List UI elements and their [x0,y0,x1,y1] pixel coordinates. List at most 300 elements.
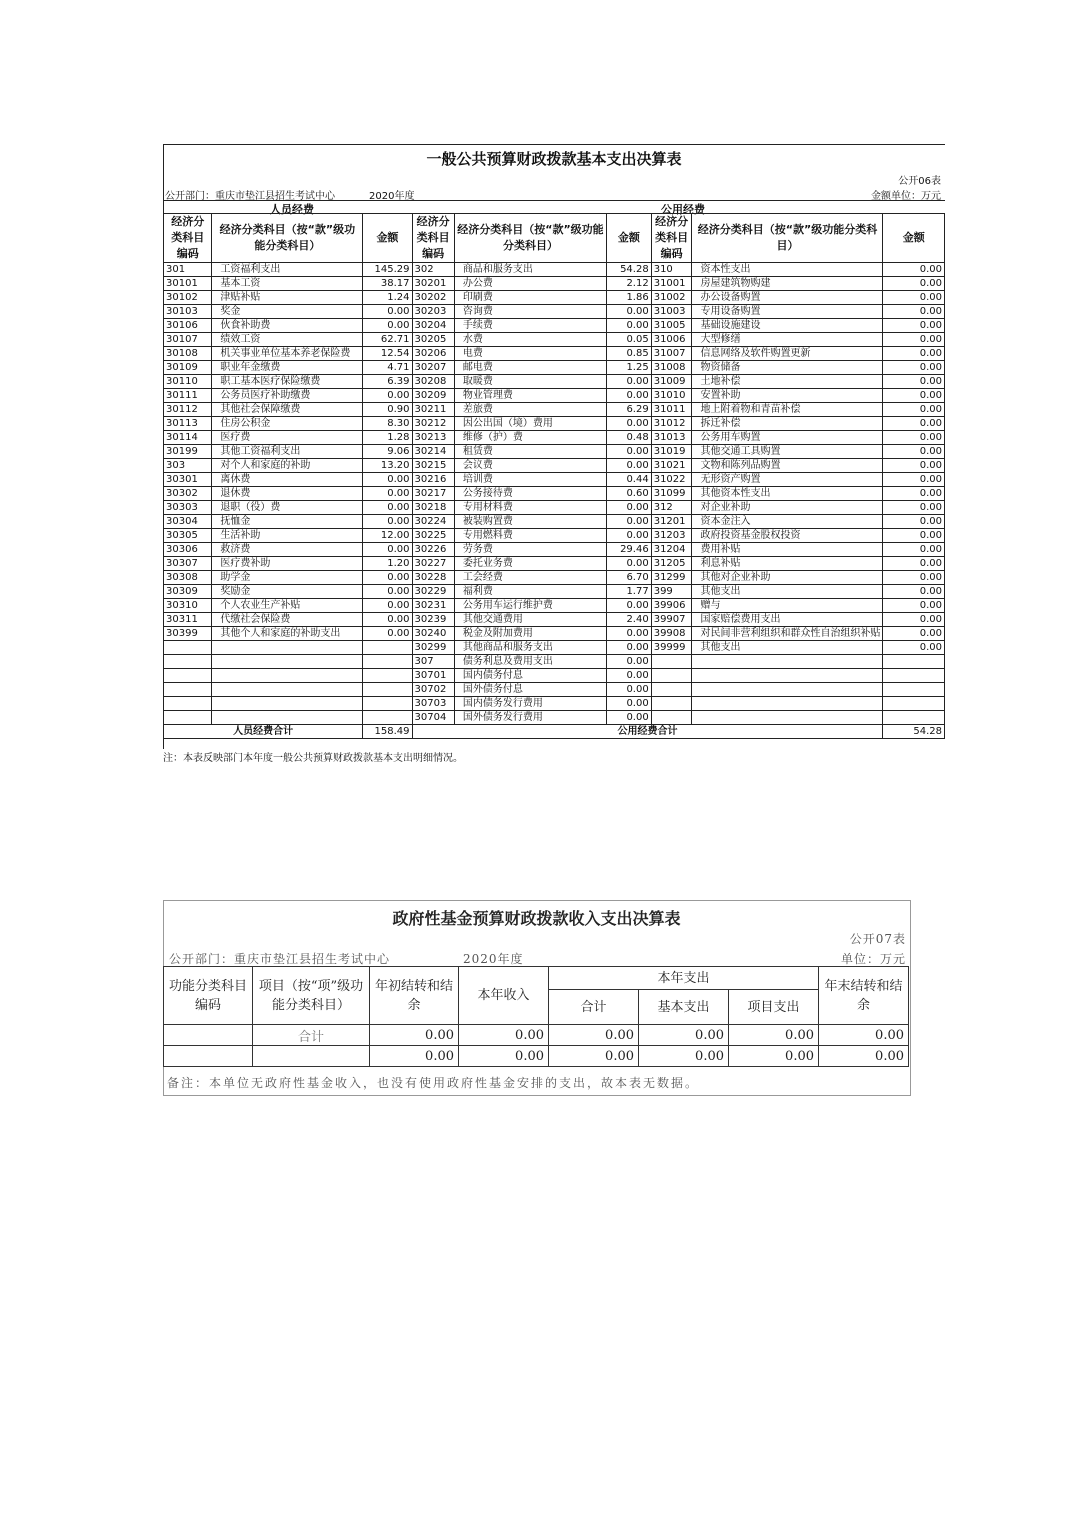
cell-amount-personnel: 0.00 [363,389,412,403]
cell-name-capital [692,683,883,697]
cell-code-personnel: 30112 [164,403,212,417]
cell-name-personnel: 机关事业单位基本养老保险费 [212,347,363,361]
cell-amount-capital: 0.00 [883,473,945,487]
cell-code-public: 30209 [412,389,454,403]
cell-name-capital: 土地补偿 [692,375,883,389]
cell-begin: 0.00 [370,1025,459,1046]
cell-code-personnel [164,711,212,725]
cell-code-public: 30225 [412,529,454,543]
table1-unit: 金额单位：万元 [871,191,941,202]
cell-name-capital: 地上附着物和青苗补偿 [692,403,883,417]
cell-code-public: 30228 [412,571,454,585]
cell-code-capital: 31005 [651,319,692,333]
cell-name-personnel: 医疗费补助 [212,557,363,571]
cell-amount-personnel: 0.00 [363,487,412,501]
cell-code-personnel [164,655,212,669]
cell-code-capital: 31205 [651,557,692,571]
col-code-public: 经济分类科目编码 [412,214,454,263]
cell-amount-public: 0.00 [607,445,652,459]
group-public-label: 公用经费 [661,203,705,216]
cell-amount-personnel: 4.71 [363,361,412,375]
table-row [164,375,945,389]
cell-begin: 0.00 [370,1046,459,1067]
table-row [164,571,945,585]
cell-code-public: 30202 [412,291,454,305]
cell-name-personnel: 奖金 [212,305,363,319]
table2-row [164,1025,909,1046]
cell-amount-personnel: 0.00 [363,319,412,333]
table1-body [164,263,945,725]
cell-code-public: 30299 [412,641,454,655]
table-row [164,389,945,403]
cell-name-public: 租赁费 [454,445,606,459]
cell-total: 0.00 [549,1025,639,1046]
cell-name-personnel: 抚恤金 [212,515,363,529]
total-public-amount: 54.28 [883,725,945,739]
cell-code-public: 30206 [412,347,454,361]
table-row [164,669,945,683]
cell-income: 0.00 [459,1025,549,1046]
cell-name-capital: 基础设施建设 [692,319,883,333]
cell-amount-personnel: 0.00 [363,515,412,529]
cell-code-personnel: 30399 [164,627,212,641]
cell-name-capital: 办公设备购置 [692,291,883,305]
cell-amount-public: 0.00 [607,459,652,473]
col-expense-group: 本年支出 [549,967,819,990]
cell-name-capital: 安置补助 [692,389,883,403]
cell-name-capital: 房屋建筑物购建 [692,277,883,291]
table-row [164,585,945,599]
cell-code-public: 307 [412,655,454,669]
cell-amount-personnel [363,655,412,669]
cell-code-public: 30218 [412,501,454,515]
cell-amount-public: 0.00 [607,305,652,319]
cell-code-personnel: 30103 [164,305,212,319]
cell-name-public: 其他商品和服务支出 [454,641,606,655]
cell-amount-capital: 0.00 [883,319,945,333]
cell-amount-capital [883,711,945,725]
cell-name-public: 水费 [454,333,606,347]
group-personnel-label: 人员经费 [270,203,314,216]
cell-name-public: 国外债务付息 [454,683,606,697]
cell-name-capital: 对民间非营利组织和群众性自治组织补贴 [692,627,883,641]
cell-amount-capital: 0.00 [883,431,945,445]
table-row [164,459,945,473]
col-item: 项目（按“项”级功能分类科目） [253,967,370,1025]
cell-amount-public: 0.00 [607,319,652,333]
cell-amount-personnel: 12.00 [363,529,412,543]
cell-code-public: 30203 [412,305,454,319]
table-row [164,697,945,711]
cell-code-public: 30201 [412,277,454,291]
cell-name-personnel: 其他个人和家庭的补助支出 [212,627,363,641]
cell-name-capital: 其他交通工具购置 [692,445,883,459]
table2-row [164,1046,909,1067]
table-row [164,613,945,627]
cell-name-public: 取暖费 [454,375,606,389]
cell-basic: 0.00 [639,1025,729,1046]
cell-name-personnel: 离休费 [212,473,363,487]
cell-amount-capital: 0.00 [883,543,945,557]
cell-code-public: 30226 [412,543,454,557]
cell-code-capital: 31010 [651,389,692,403]
cell-code-public: 302 [412,263,454,277]
cell-end: 0.00 [819,1025,909,1046]
cell-name-public: 电费 [454,347,606,361]
table-row [164,291,945,305]
cell-amount-capital [883,683,945,697]
cell-name-capital [692,711,883,725]
cell-code [164,1046,253,1067]
cell-code-public: 30239 [412,613,454,627]
cell-code-capital: 399 [651,585,692,599]
cell-amount-capital [883,669,945,683]
col-expense-total: 合计 [549,990,639,1025]
cell-amount-personnel: 1.28 [363,431,412,445]
cell-name-capital: 对企业补助 [692,501,883,515]
government-fund-table [163,966,909,1067]
basic-expenditure-table-section [163,144,945,764]
cell-amount-personnel: 13.20 [363,459,412,473]
cell-amount-public: 0.00 [607,599,652,613]
cell-name-personnel: 救济费 [212,543,363,557]
cell-amount-public: 0.00 [607,375,652,389]
cell-code-public: 30702 [412,683,454,697]
table-row [164,263,945,277]
col-name-personnel: 经济分类科目（按“款”级功能分类科目） [212,214,363,263]
cell-amount-personnel: 38.17 [363,277,412,291]
cell-name-personnel: 奖励金 [212,585,363,599]
cell-name-capital: 信息网络及软件购置更新 [692,347,883,361]
table1-year: 2020年度 [369,191,415,202]
table-row [164,627,945,641]
cell-code-personnel [164,683,212,697]
cell-amount-personnel: 1.24 [363,291,412,305]
cell-amount-personnel: 62.71 [363,333,412,347]
cell-name-capital: 资本性支出 [692,263,883,277]
cell-code-capital: 39907 [651,613,692,627]
cell-amount-capital: 0.00 [883,333,945,347]
table1-form-no: 公开06表 [898,176,941,187]
cell-amount-public: 0.85 [607,347,652,361]
cell-code-public: 30204 [412,319,454,333]
cell-name-public: 咨询费 [454,305,606,319]
cell-name-personnel: 其他社会保障缴费 [212,403,363,417]
cell-code-personnel: 30306 [164,543,212,557]
cell-code-capital: 31204 [651,543,692,557]
table-row [164,683,945,697]
cell-code-capital: 39908 [651,627,692,641]
cell-code-personnel [164,697,212,711]
cell-amount-capital: 0.00 [883,347,945,361]
cell-amount-capital: 0.00 [883,263,945,277]
cell-code-personnel [164,641,212,655]
table-row [164,543,945,557]
cell-code-personnel: 30301 [164,473,212,487]
table2-form-no: 公开07表 [849,932,906,946]
cell-amount-personnel: 0.00 [363,501,412,515]
col-income: 本年收入 [459,967,549,1025]
cell-name-public: 公务接待费 [454,487,606,501]
cell-name-public: 邮电费 [454,361,606,375]
cell-code-personnel: 30113 [164,417,212,431]
cell-code-capital: 31299 [651,571,692,585]
cell-name-capital [692,697,883,711]
cell-code-personnel: 30110 [164,375,212,389]
cell-amount-public: 6.29 [607,403,652,417]
cell-code-public: 30704 [412,711,454,725]
cell-amount-capital: 0.00 [883,571,945,585]
cell-name-public: 工会经费 [454,571,606,585]
cell-code-public: 30211 [412,403,454,417]
cell-name-personnel: 对个人和家庭的补助 [212,459,363,473]
cell-name-public: 国外债务发行费用 [454,711,606,725]
cell-code-capital: 31001 [651,277,692,291]
cell-code-public: 30217 [412,487,454,501]
cell-amount-capital [883,697,945,711]
cell-amount-public: 0.00 [607,515,652,529]
cell-code-public: 30703 [412,697,454,711]
table-row [164,711,945,725]
table2-unit: 单位：万元 [840,952,906,966]
cell-name-public: 培训费 [454,473,606,487]
cell-code-public: 30240 [412,627,454,641]
basic-expenditure-table [163,213,945,739]
cell-code-personnel: 30107 [164,333,212,347]
cell-amount-public: 1.77 [607,585,652,599]
cell-amount-personnel: 0.00 [363,627,412,641]
col-amount-public: 金额 [607,214,652,263]
cell-amount-public: 0.60 [607,487,652,501]
cell-amount-personnel [363,711,412,725]
cell-code-public: 30205 [412,333,454,347]
col-amount-personnel: 金额 [363,214,412,263]
cell-code-public: 30213 [412,431,454,445]
cell-name-public: 委托业务费 [454,557,606,571]
cell-name-capital [692,655,883,669]
cell-code-capital [651,697,692,711]
cell-code-personnel: 30308 [164,571,212,585]
cell-name-personnel: 基本工资 [212,277,363,291]
cell-code-capital: 312 [651,501,692,515]
cell-end: 0.00 [819,1046,909,1067]
cell-name-personnel [212,683,363,697]
cell-amount-personnel [363,669,412,683]
cell-name-public: 会议费 [454,459,606,473]
col-code-personnel: 经济分类科目编码 [164,214,212,263]
cell-name-personnel [212,697,363,711]
cell-amount-capital: 0.00 [883,403,945,417]
cell-code-capital: 31201 [651,515,692,529]
cell-amount-personnel: 0.00 [363,305,412,319]
col-begin-balance: 年初结转和结余 [370,967,459,1025]
col-end-balance: 年末结转和结余 [819,967,909,1025]
cell-name-capital: 国家赔偿费用支出 [692,613,883,627]
table-row [164,487,945,501]
cell-basic: 0.00 [639,1046,729,1067]
cell-name-public: 因公出国（境）费用 [454,417,606,431]
cell-name-public: 税金及附加费用 [454,627,606,641]
cell-name-capital: 其他支出 [692,641,883,655]
cell-code-personnel: 30199 [164,445,212,459]
cell-amount-capital: 0.00 [883,389,945,403]
cell-amount-public: 0.00 [607,669,652,683]
table-row [164,319,945,333]
cell-name-capital: 费用补贴 [692,543,883,557]
cell-amount-public: 1.25 [607,361,652,375]
total-personnel-amount: 158.49 [363,725,412,739]
cell-item [253,1046,370,1067]
cell-code-personnel [164,669,212,683]
cell-amount-public: 6.70 [607,571,652,585]
cell-code-capital: 31099 [651,487,692,501]
cell-amount-personnel: 9.06 [363,445,412,459]
cell-name-personnel: 绩效工资 [212,333,363,347]
cell-name-public: 差旅费 [454,403,606,417]
cell-code-capital: 31203 [651,529,692,543]
table-row [164,305,945,319]
table2-note: 备注：本单位无政府性基金收入，也没有使用政府性基金安排的支出，故本表无数据。 [167,1076,700,1090]
cell-code-personnel: 30304 [164,515,212,529]
cell-amount-public: 0.00 [607,557,652,571]
cell-amount-public: 0.48 [607,431,652,445]
cell-amount-personnel [363,683,412,697]
cell-amount-public: 2.40 [607,613,652,627]
cell-name-personnel [212,711,363,725]
cell-name-capital: 文物和陈列品购置 [692,459,883,473]
cell-name-capital: 赠与 [692,599,883,613]
cell-name-personnel: 职业年金缴费 [212,361,363,375]
cell-amount-capital: 0.00 [883,459,945,473]
cell-name-personnel: 退职（役）费 [212,501,363,515]
table-row [164,347,945,361]
cell-code-capital: 31006 [651,333,692,347]
cell-amount-personnel: 0.90 [363,403,412,417]
table-row [164,599,945,613]
cell-code-personnel: 30302 [164,487,212,501]
cell-code-personnel: 30310 [164,599,212,613]
cell-name-capital: 政府投资基金股权投资 [692,529,883,543]
col-expense-basic: 基本支出 [639,990,729,1025]
col-name-capital: 经济分类科目（按“款”级功能分类科目） [692,214,883,263]
table2-header-row-1 [164,967,909,990]
cell-name-personnel: 生活补助 [212,529,363,543]
cell-amount-personnel [363,697,412,711]
cell-name-personnel: 个人农业生产补贴 [212,599,363,613]
cell-code-capital [651,683,692,697]
cell-code-public: 30231 [412,599,454,613]
cell-code-personnel: 30111 [164,389,212,403]
cell-name-public: 商品和服务支出 [454,263,606,277]
cell-income: 0.00 [459,1046,549,1067]
col-name-public: 经济分类科目（按“款”级功能分类科目） [454,214,606,263]
cell-name-personnel: 退休费 [212,487,363,501]
cell-amount-public: 29.46 [607,543,652,557]
cell-amount-personnel: 145.29 [363,263,412,277]
table-row [164,473,945,487]
cell-name-capital: 利息补贴 [692,557,883,571]
table-row [164,277,945,291]
table1-dept: 公开部门：重庆市垫江县招生考试中心 [165,191,335,202]
table-row [164,515,945,529]
total-personnel-label: 人员经费合计 [164,725,363,739]
cell-code-public: 30224 [412,515,454,529]
cell-name-personnel: 代缴社会保险费 [212,613,363,627]
cell-amount-public: 54.28 [607,263,652,277]
cell-name-personnel: 住房公积金 [212,417,363,431]
cell-amount-personnel: 0.00 [363,585,412,599]
cell-name-capital: 专用设备购置 [692,305,883,319]
cell-amount-personnel: 0.00 [363,473,412,487]
cell-amount-public: 0.44 [607,473,652,487]
table-row [164,655,945,669]
cell-amount-capital: 0.00 [883,529,945,543]
table-row [164,445,945,459]
cell-amount-capital [883,655,945,669]
cell-name-capital: 其他对企业补助 [692,571,883,585]
cell-name-public: 劳务费 [454,543,606,557]
cell-amount-public: 0.00 [607,711,652,725]
cell-name-personnel: 医疗费 [212,431,363,445]
cell-amount-public: 0.00 [607,627,652,641]
cell-code-capital: 31007 [651,347,692,361]
cell-name-capital: 物资储备 [692,361,883,375]
cell-name-capital: 资本金注入 [692,515,883,529]
cell-name-public: 维修（护）费 [454,431,606,445]
cell-amount-public: 0.00 [607,641,652,655]
cell-amount-capital: 0.00 [883,515,945,529]
table1-header-row [164,214,945,263]
cell-code-personnel: 301 [164,263,212,277]
cell-amount-capital: 0.00 [883,585,945,599]
table-row [164,417,945,431]
cell-amount-capital: 0.00 [883,627,945,641]
cell-code-public: 30212 [412,417,454,431]
col-code-capital: 经济分类科目编码 [651,214,692,263]
table2-title: 政府性基金预算财政拨款收入支出决算表 [392,909,681,928]
cell-code-capital: 31021 [651,459,692,473]
cell-name-personnel: 助学金 [212,571,363,585]
cell-project: 0.00 [729,1025,819,1046]
cell-item: 合计 [253,1025,370,1046]
cell-amount-public: 0.05 [607,333,652,347]
table1-note: 注：本表反映部门本年度一般公共预算财政拨款基本支出明细情况。 [163,753,463,764]
cell-code-personnel: 30309 [164,585,212,599]
cell-amount-public: 1.86 [607,291,652,305]
table-row [164,333,945,347]
table-row [164,403,945,417]
cell-amount-capital: 0.00 [883,361,945,375]
cell-name-public: 专用燃料费 [454,529,606,543]
cell-amount-capital: 0.00 [883,277,945,291]
cell-code-capital: 31011 [651,403,692,417]
cell-amount-personnel: 0.00 [363,543,412,557]
cell-name-public: 印刷费 [454,291,606,305]
cell-name-capital: 其他支出 [692,585,883,599]
cell-code-capital: 31003 [651,305,692,319]
cell-name-public: 手续费 [454,319,606,333]
cell-code-capital: 310 [651,263,692,277]
cell-code-capital: 31013 [651,431,692,445]
cell-code-public: 30214 [412,445,454,459]
cell-name-public: 公务用车运行维护费 [454,599,606,613]
cell-name-personnel: 职工基本医疗保险缴费 [212,375,363,389]
cell-code-capital: 31002 [651,291,692,305]
cell-amount-capital: 0.00 [883,487,945,501]
cell-code-personnel: 303 [164,459,212,473]
cell-code-capital: 31022 [651,473,692,487]
cell-name-personnel: 津贴补贴 [212,291,363,305]
